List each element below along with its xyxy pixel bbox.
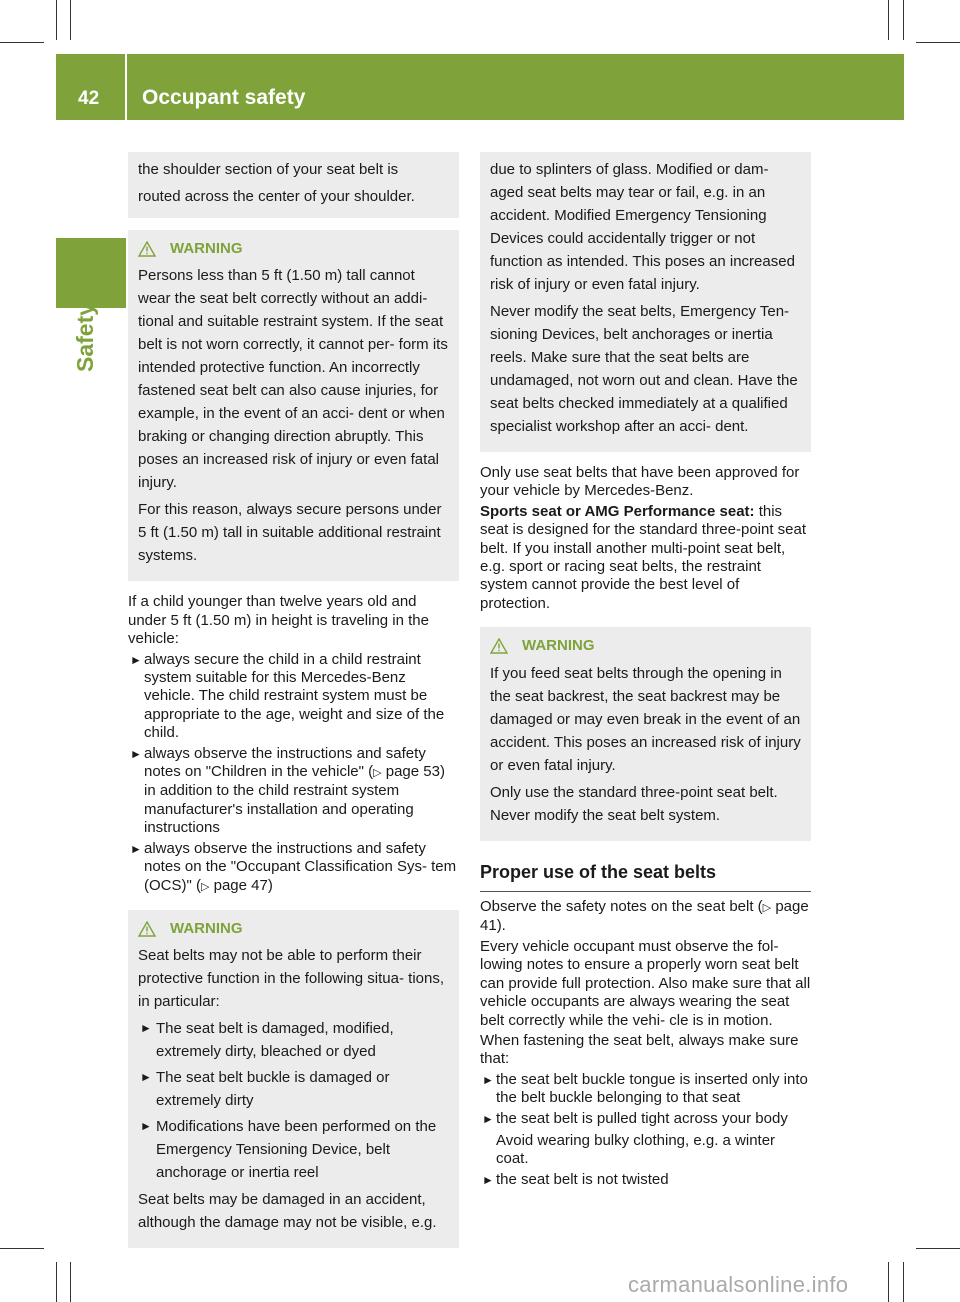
- bullet-icon: ►: [482, 1111, 494, 1126]
- warning-box: [480, 627, 811, 840]
- warning-triangle-icon: [138, 921, 156, 937]
- list-item: [480, 1171, 811, 1189]
- paragraph: If a child younger than twelve years old and under 5 ft (1.50 m) in height is traveling in the vehicle:: [128, 593, 429, 648]
- paragraph: When fastening the seat belt, always make sure that:: [480, 1031, 799, 1068]
- proper-use-section: [480, 898, 811, 1189]
- watermark: carmanualsonline.info: [628, 1272, 849, 1297]
- section-side-label: Safety: [72, 302, 98, 372]
- bullet-icon: ►: [140, 1119, 152, 1134]
- bullet-icon: ►: [140, 1070, 152, 1085]
- warning-text: due to splinters of glass. Modified or dam- aged seat belts may tear or fail, e.g. in an accident. Modified Emergency Tensioning Devices could accidentally trigger or not function as intended. This poses an increased risk of injury or even fatal injury.: [490, 161, 795, 293]
- crop-mark: [56, 1262, 57, 1302]
- page-ref-arrow-icon: ▷: [762, 902, 772, 915]
- warning-label: WARNING: [522, 637, 595, 655]
- warning-heading: [138, 920, 449, 938]
- crop-mark: [903, 0, 904, 40]
- page-ref-arrow-icon: ▷: [373, 767, 382, 780]
- right-column: [480, 152, 811, 1191]
- crop-mark: [0, 42, 44, 43]
- bullet-icon: ►: [482, 1172, 494, 1187]
- bullet-icon: ►: [130, 841, 142, 856]
- paragraph-text: this seat is designed for the standard three-point seat belt. If you install another multi-point seat belt, e.g. sport or racing seat belts, the restraint system cannot provide the best level of protection.: [480, 502, 807, 612]
- list-item-text: ): [267, 876, 273, 894]
- crop-mark: [916, 1248, 960, 1249]
- warning-bullet-list: [138, 1017, 449, 1184]
- bullet-list: [480, 1071, 811, 1189]
- crop-mark: [888, 0, 889, 40]
- list-item-text: always secure the child in a child restraint system suitable for this Mercedes-Benz vehicle. The child restraint system must be appropriate to the age, weight and size of the child.: [144, 650, 445, 742]
- crop-mark: [888, 1262, 889, 1302]
- warning-label: WARNING: [170, 919, 243, 937]
- bullet-icon: ►: [140, 1021, 152, 1036]
- warning-box: [128, 230, 459, 581]
- page-title: Occupant safety: [142, 86, 306, 109]
- list-item: [138, 1115, 449, 1184]
- list-item-text: Modifications have been performed on the Emergency Tensioning Device, belt anchorage or inertia reel: [156, 1118, 437, 1182]
- list-item: [128, 651, 459, 743]
- page-reference-link[interactable]: page 41: [480, 898, 809, 935]
- left-column: [128, 152, 459, 1248]
- paragraph-text: Observe the safety notes on the seat belt (: [480, 898, 763, 916]
- page-number: 42: [78, 88, 100, 109]
- bullet-list: [128, 651, 459, 896]
- crop-mark: [56, 0, 57, 40]
- list-item-text: the seat belt buckle tongue is inserted only into the belt buckle belonging to that seat: [496, 1070, 808, 1107]
- list-item-text: ) in addition to the child restraint system manufacturer's installation and operating instructions: [144, 763, 445, 837]
- warning-heading: [490, 637, 801, 655]
- list-item-note: Avoid wearing bulky clothing, e.g. a winter coat.: [496, 1131, 776, 1168]
- list-item-text: the seat belt is pulled tight across your body: [496, 1109, 788, 1127]
- list-item: [480, 1071, 811, 1108]
- warning-text: If you feed seat belts through the opening in the seat backrest, the seat backrest may be damaged or may even break in the event of an accident. This poses an increased risk of injury or even fatal injury.: [490, 664, 801, 774]
- warning-text: Persons less than 5 ft (1.50 m) tall cannot wear the seat belt correctly without an addi- tional and suitable restraint system. If the seat belt is not worn correctly, it cannot per- form its intended protective function. An incorrectly fastened seat belt can also cause injuries, for example, in the event of an acci- dent or when braking or changing direction abruptly. This poses an increased risk of injury or even fatal injury.: [138, 267, 448, 492]
- page-reference-link[interactable]: page 47: [213, 876, 268, 894]
- paragraph: [480, 898, 811, 936]
- warning-text: Never modify the seat belts, Emergency Ten- sioning Devices, belt anchorages or inertia reels. Make sure that the seat belts are undamaged, not worn out and clean. Have the seat belts checked immediately at a qualified specialist workshop after an acci- dent.: [490, 303, 798, 435]
- warning-box: [128, 910, 459, 1248]
- list-item-text: the seat belt is not twisted: [496, 1170, 669, 1188]
- warning-text: For this reason, always secure persons under 5 ft (1.50 m) tall in suitable additional restraint systems.: [138, 501, 442, 565]
- warning-label: WARNING: [170, 240, 243, 257]
- bullet-icon: ►: [482, 1072, 494, 1087]
- warning-text: Seat belts may not be able to perform their protective function in the following situa- tions, in particular:: [138, 947, 444, 1011]
- crop-mark: [0, 1248, 44, 1249]
- continued-note-box: [128, 152, 459, 218]
- paragraph-text: ).: [496, 917, 506, 935]
- page-reference-link[interactable]: page 53: [385, 763, 440, 781]
- list-item-text: The seat belt buckle is damaged or extremely dirty: [156, 1069, 390, 1110]
- list-item: [128, 840, 459, 896]
- list-item-text: The seat belt is damaged, modified, extremely dirty, bleached or dyed: [156, 1020, 394, 1061]
- warning-triangle-icon: [138, 241, 156, 257]
- note-line: the shoulder section of your seat belt is: [138, 161, 399, 178]
- bullet-icon: ►: [130, 746, 142, 761]
- section-heading: Proper use of the seat belts: [480, 863, 811, 892]
- bullet-icon: ►: [130, 652, 142, 667]
- paragraph: Only use seat belts that have been approved for your vehicle by Mercedes-Benz.: [480, 464, 800, 500]
- warning-text: Only use the standard three-point seat belt. Never modify the seat belt system.: [490, 783, 778, 824]
- child-section: [128, 593, 459, 896]
- list-item: [138, 1066, 449, 1112]
- approval-section: [480, 464, 811, 613]
- list-item: [138, 1017, 449, 1063]
- list-item-text: always observe the instructions and safety notes on the "Occupant Classification Sys- tem (OCS)" (: [144, 839, 457, 894]
- warning-triangle-icon: [490, 638, 508, 654]
- paragraph: [480, 503, 811, 613]
- header-separator: [125, 54, 127, 120]
- warning-text: Seat belts may be damaged in an accident, although the damage may not be visible, e.g.: [138, 1191, 437, 1232]
- crop-mark: [70, 0, 71, 40]
- list-item: [480, 1110, 811, 1169]
- warning-heading: [138, 240, 449, 258]
- note-line: routed across the center of your shoulder.: [138, 188, 415, 205]
- side-tab: [56, 238, 126, 308]
- bold-term: Sports seat or AMG Performance seat:: [480, 502, 755, 520]
- list-item-text: always observe the instructions and safety notes on "Children in the vehicle" (: [144, 744, 426, 781]
- crop-mark: [916, 42, 960, 43]
- crop-mark: [903, 1262, 904, 1302]
- continued-warning-box: [480, 152, 811, 452]
- page-ref-arrow-icon: ▷: [200, 880, 210, 893]
- crop-mark: [70, 1262, 71, 1302]
- paragraph: Every vehicle occupant must observe the fol- lowing notes to ensure a properly worn seat belt can provide full protection. Also make sure that all vehicle occupants are always wearing the seat belt correctly while the vehi- cle is in motion.: [480, 937, 811, 1029]
- list-item: [128, 745, 459, 838]
